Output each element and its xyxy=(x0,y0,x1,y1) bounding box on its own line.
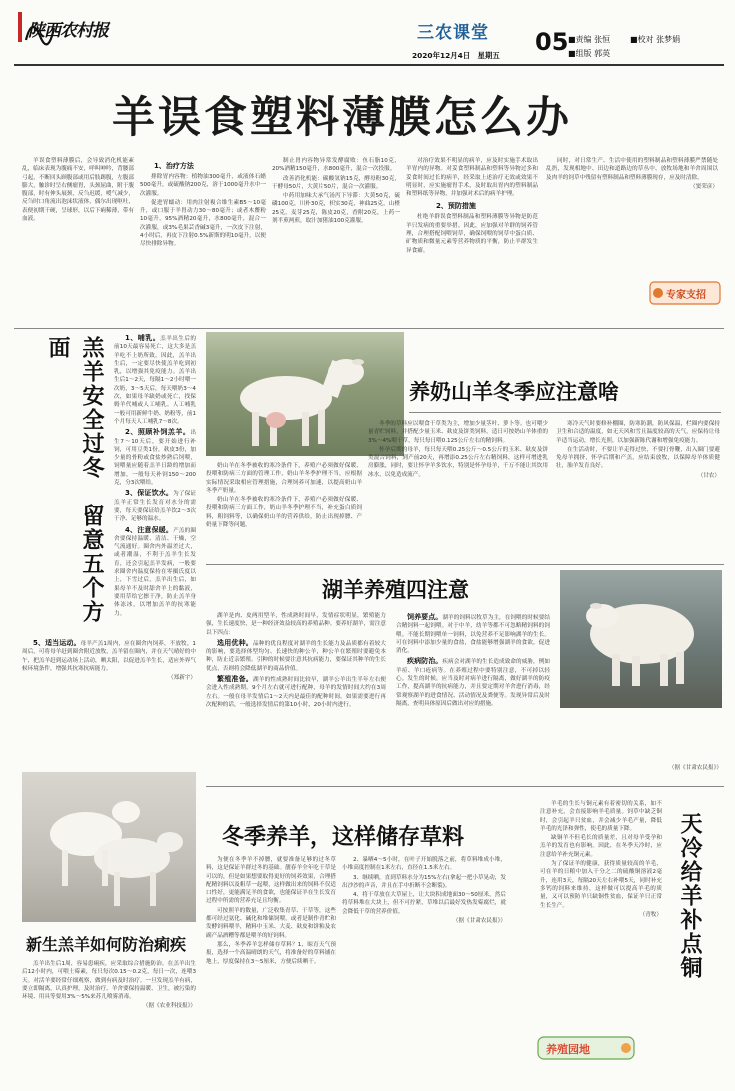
art4-p2: 品种的优良程度对湖羊的生长能力及品质都有着较大的影响，要选择体型均匀、长速快的种公羊，种公羊在繁殖时要避免本种，防止近亲繁殖。引种的时候要注意其抗病能力，要保证其种羊的生长优点，否则将会降低湖羊的商品价值。 xyxy=(206,640,386,672)
art4-col1 xyxy=(206,612,386,782)
art5-p3: 那么，冬季养羊怎样储存草料？1、晾育天气预报，选择一个高温晴朗的天气，将准备好的草料铺在地上，厚度保持在3～5厘米，方便后续晒干。 xyxy=(206,941,336,965)
art4-p5: 疾病会对湖羊的生长造成致命的威胁，例如羊痘、羊口疮病等。在养殖过程中要特别注意，不可掉以轻心。发生的时候，应当及时对病羊进行隔离，做好湖羊的防疫工作，提高湖羊的抗病能力，并且要定期对羊舍进行消毒，经常观察湖羊的进食情况、活动情况及粪便等。发现异常后及时隔离，查明具体原因后做出对应的措施。 xyxy=(396,659,550,707)
art4-p4: 湖羊的饲料以牧草为主，在饲喂的时候要结合精饲料一起饲喂。对于中羊，幼羊等都不可忽略精饲料的饲喂。不能长期饲喂单一饲料，以免营养不足影响湖羊的生长。可在饲料中添加少量的食盐，食盐能够增强湖羊的食欲，促进消化。 xyxy=(396,615,550,655)
art2-p5: 母羊产羔1周内，应在圈舍内饲养，不放牧。1周后，可将母羊赶到圈舍附近放牧，羔羊留在圈内，并在天气晴好的中午，把羔羊赶到运动场上活动，晒太阳，以促进羔羊生长，适应外界气候环境条件，增强其抗寒抗病能力。 xyxy=(22,641,196,672)
art3-credit: （甘农） xyxy=(697,472,720,479)
art7-col xyxy=(540,800,662,1032)
art4-h1: 选用优种。 xyxy=(217,638,253,647)
art1-col1 xyxy=(22,157,134,279)
art4-h4: 疾病防治。 xyxy=(407,657,443,666)
art4-credit: （据《甘肃农民报》） xyxy=(668,765,722,771)
section-name: 三农课堂 xyxy=(417,23,489,43)
art3-p5: 在生活动时，不要让羊走得过快，不要打骨鞭，出入圈门要避免母羊拥挤，怀孕后期和产羔，应结束放牧，以保障母羊体质健壮，胎羊发育良好。 xyxy=(556,446,720,470)
art6-col xyxy=(22,960,196,1066)
art3-p1: 奶山羊在冬季被收的寒冷条件下，养殖户必须做好保暖、投喂和防病三方面的管理工作，奶山羊冬季护理不当，应根据实际情况采取相应管理措施，合理饲养可加速，以提高奶山羊冬季产奶量。 xyxy=(206,463,362,494)
art3-title: 养奶山羊冬季应注意啥 xyxy=(409,380,619,404)
divider-bottom xyxy=(206,786,724,787)
art2-credit: （郑新宇） xyxy=(168,675,196,682)
art2-p3-heading: 3、保证饮水。 xyxy=(125,489,174,498)
art5-p1: 为便在冬季羊不掉膘，就要准备足够的过冬草料，这是保证羊群过冬的基础。靓春羊全年吃干草是可以的，但是如果想要取得更好的饲养效果，合理搭配精饲料以及粗草一起喂，这样做出来的饲料不仅适口性好，更能满足羊的食欲，也能保证羊在生长发育过程中所需的营养充足且均衡。 xyxy=(206,857,336,905)
art5-title: 冬季养羊，这样储存草料 xyxy=(222,825,465,850)
art1-s2a: 杜绝羊群误食塑料制品和塑料薄膜等异物是防范羊只发病的重要举措。因此，应加强对羊群的饲养管理，合理搭配饲喂饲草，确保饲喂的饲草中蛋白质、矿物质和微量元素等营养物质的平衡，防止羊群发生异食癖。 xyxy=(406,214,538,254)
logo-text: 陕西农村报 xyxy=(28,21,108,41)
breeding-garden-badge xyxy=(536,1034,636,1062)
art5-p5: 3、继续晒，直到草料水分为15%左右(拿起一把小草晃动，发出沙沙的声音，并且在手中折断不会断裂)。 xyxy=(342,874,506,889)
art5-col2 xyxy=(342,856,506,1068)
designer-credit: ■组版 郭英 xyxy=(568,49,611,58)
art5-p4: 2、暴晒4～5小时，在叶子开始脱落之前，将草料堆成小堆，小堆高度控制在1米左右，直径在1.5米左右。 xyxy=(342,857,506,872)
divider-mid xyxy=(206,564,724,565)
masthead xyxy=(0,0,735,70)
art7-p2: 缺铜羊不但毛长的质量差，且对母羊受孕和羔羊的发育也有影响。因此，在冬季天冷时，应注意给羊补充铜元素。 xyxy=(540,835,662,858)
art7-p3: 为了保证羊的健康，获得质量较高的羊毛，可在羊的日粮中加入干分之二的硫酸铜溶液2毫升，连用3天，每隔20天左右补喂5天，同时补充多钙的饲料来维持，这样做可以提高羊毛的质量，又可以预防羊只缺铜性贫血，保证羊只正常生长生产。 xyxy=(540,861,662,909)
breeding-garden-label: 养殖园地 xyxy=(546,1043,590,1056)
art2-p1-heading: 1、哺乳。 xyxy=(125,334,161,342)
art4-p1: 湖羊是肉、皮两用型羊，性成熟时间早，发情症状明显，繁殖能力强，生长速度快，是一种经济效益较高的养殖品种。要养好湖羊，需注意以下四点： xyxy=(206,613,386,636)
art4-col2 xyxy=(396,612,550,782)
art4-title: 湖羊养殖四注意 xyxy=(322,578,469,602)
art2-p3: 为了保证羔羊正常生长发育对水分的需要，每天要保证给羔羊饮2～3次干净、足够的温水。 xyxy=(114,491,196,523)
main-headline: 羊误食塑料薄膜怎么办 xyxy=(112,93,572,143)
art3-p4: 寒冷天气时要修补棚圈，防寒防潮，防风保温，栏圈内要保持卫生和合适的温度，如无天风和雪且温度较高的天气，应保持让母羊适当运动，增长光照，以加强新陈代谢和增强免疫能力。 xyxy=(556,421,720,444)
art6-title: 新生羔羊如何防治痢疾 xyxy=(26,935,187,954)
art5-credit: （据《甘肃农民报》） xyxy=(452,918,506,925)
art2-col-bottom xyxy=(22,638,196,766)
art1-intro: 羊误食塑料薄膜后，会导致消化机能紊乱，临床表现为腹痛不安，咩叫呻吟，背腰部弓起，不断回头顾腹部或用后肢踢腹，左腹部膨大，触诊时呈右侧瘤胃，头颈屈曲，附于腹腹部，时有伸头展颈，反刍迟缓，嗳气减少，反刍时口角流出泡沫状液体，偶尔出现呕吐，表便初期干硬，呈球形，以后下痢稀薄，带有血液。 xyxy=(22,158,134,223)
art1-s1e: 中药用加味大承气汤泻下导滞：大黄50克，硫磷100克，川朴30克，枳实30克，神曲25克，山楂25克，麦芽25克，陈皮20克，香附20克，上药一剂半煎两煎，取汁加猪油100克灌服。 xyxy=(272,193,400,225)
editor-credit: ■责编 张恒 xyxy=(568,35,611,44)
art2-p1: 羔羊出生后的前10天最容易死亡，这大多是羔羊吃不上奶所致。因此，羔羊出生后，一定要尽快使羔羊吃到初乳，以增强其免疫能力。羔羊出生后1～2天，每隔1～2小时喂一次奶，3～5天后，每天喂奶3～4次，如果母羊缺奶或死亡，找保姆羊代哺或人工哺乳。人工哺乳一般可用新鲜牛奶、奶粉等，前1个月每天人工哺乳7～8次。 xyxy=(114,336,196,425)
art2-p2: 出生7～10天后，要开始进行补饲，可用豆类1份，麸皮3份，加少量的骨粉或食盐炒熟后饲喂，饲喂量应随着羔羊日龄的增加而增加，一般每天补饲150～200克，分3次喂给。 xyxy=(114,430,196,487)
art1-credit: （窦荣彦） xyxy=(690,183,718,190)
newspaper-logo xyxy=(18,10,126,46)
art5-col1 xyxy=(206,856,336,1068)
newborn-lamb-photo xyxy=(22,772,196,922)
art6-p1: 羔羊出生后1周，容易患痢疾，应采取综合措施防治。在羔羊出生后12小时内，可喂土霉素，每只每次0.15～0.2克，每日一次，连喂3天。对活羊要经常仔细观察，做到有病及时治疗。一旦发现羔羊有病，要立即隔离，认真护理，及时治疗。羊舍要保持温暖、卫生，被污染的环境、用具等要用3%～5%来苏儿喷雾消毒。 xyxy=(22,961,196,1001)
proofreader-credit: ■校对 张梦娟 xyxy=(630,35,681,44)
masthead-rule xyxy=(14,64,724,66)
art1-s1-heading: 1、治疗方法 xyxy=(154,162,194,170)
art2-p4-heading: 4、注意保暖。 xyxy=(125,525,174,534)
art5-p6: 4、将干草放在大草屋上，让大块积成地面30～50厘米，然后将草料堆在大块上，但不可拧紧，草堆以后最好发热发霉腐烂，就会降低干草的营养价值。 xyxy=(342,892,506,915)
art3-p1b: 奶山羊在冬季被收的寒冷条件下，养殖户必须做好保暖、投喂和防病三方面工作，奶山羊冬季护理不当，补充蛋白质饲料，粗饲料等，以确保奶山羊的营养供给，防止出现掉膘、产奶量下降等问题。 xyxy=(206,497,362,529)
expert-tips-badge xyxy=(648,280,722,306)
art1-col4 xyxy=(406,157,538,327)
art1-s1c: 制止胃内容物异常发酵腐败：鱼石脂10克，20%酒精150毫升，水800毫升，混合一次投服。 xyxy=(272,158,400,173)
art1-s1d: 改善消化机能：碳酸氢钠15克，酵母粉30克，干酵母50片，大黄片50片，混合一次灌服。 xyxy=(272,175,400,190)
art4-col3 xyxy=(560,712,722,782)
art1-col5 xyxy=(546,157,718,297)
art2-p5-heading: 5、适当运动。 xyxy=(33,639,81,647)
divider-top xyxy=(14,328,724,329)
art1-s2-heading: 2、预防措施 xyxy=(436,202,476,211)
art1-col3 xyxy=(272,157,400,307)
issue-date: 2020年12月4日 星期五 xyxy=(412,51,500,60)
art1-s1b: 促进胃蠕动：用肉注射複合维生素B5～10毫升，或口服于羊胃动力30～80毫升；或者木鳖粉10毫升，95%酒精20毫升，水800毫升，混合一次灌服，或3%毛果芸香碱3毫升，一次皮下注射，4小时后，再皮下注射0.5%新斯的明10毫升，以便尽快排除异物。 xyxy=(140,199,266,248)
art3-p3: 怀孕后期的母羊，每只每天喂0.25公斤～0.5公斤的玉米、麸皮及饼类混合饲料，到产前20天，再增添0.25公斤左右精饲料，这样可增进乳房膨胀，同时，要让怀孕羊多饮水，特别是怀孕母羊，千万不能让其饮用冰水，以免造成流产。 xyxy=(368,446,548,478)
art3-col1 xyxy=(206,462,362,560)
art1-s1a: 排除胃内容物：植物油300毫升，或液体石蜡500毫升，或硫酸钠200克，溶于1000毫升水中一次灌服。 xyxy=(140,174,266,197)
expert-tips-label: 专家支招 xyxy=(666,290,706,301)
art1-col2 xyxy=(140,157,266,277)
art6-credit: （据《农业科技报》） xyxy=(142,1003,196,1010)
art1-s1f: 对治疗效果不明显的病羊，应及时实施手术取出羊胃内的异物。对妥食塑料制品和塑料等异物过多和妥食时间过长的病羊，经采取上述治疗无效或效果不明显时，应实施瘤胃手术，及时取出胃内的塑料制品和塑料纸等异物，并加强对术后的病羊护理。 xyxy=(406,158,538,198)
art4-h3: 饲养要点。 xyxy=(407,613,443,621)
art3-col2 xyxy=(368,420,548,560)
art3-p2: 冬季的草料应以喂食干草类为主，增加少量茎叶、萝卜等。也可喂少量青贮饲料，并搭配少量玉米、麸皮及饼类饲料，适日可按奶山羊体重的3%～4%喂干草，每只每日喂0.125公斤左右的精饲料。 xyxy=(368,421,548,444)
hu-sheep-photo xyxy=(560,570,722,708)
art4-p3: 湖羊的性成熟时间比较早，湖羊公羊出生半年左右便会进入性成熟期。9个月左右就可进行配种，母羊的发情时间大约在3周左右。一般在母羊发情后1～2天内是最佳的配种时间。如果需要进行再次配种的话，一般选择发情后的第10小时，20小时内进行。 xyxy=(206,677,386,708)
art3-col3 xyxy=(556,420,720,560)
art2-title: 羔羊安全过冬 留意五个方面 xyxy=(45,336,104,624)
art5-p2: 可按照羊的数量，广泛收集青草、干草等，这些都可经过氨化、碱化和堆储饲喂，或者是制作青贮和发酵饲料喂羊，精料中玉米、大麦、麸皮和饼粕及农副产品酒糟等都是喂羊的好饲料。 xyxy=(206,907,336,939)
art7-credit: （青牧） xyxy=(639,911,662,918)
art1-s2b: 同时，对日常生产、生活中使用的塑料制品和塑料薄膜严禁随处乱扔，发现相地中、田边和道路边的草丛中、放牧场地和羊舍周围以及肉羊的饲草中残留有塑料制品和塑料薄膜现存，应及时清除。 xyxy=(546,158,718,181)
art7-title: 天冷给羊补点铜 xyxy=(677,812,702,980)
art2-p4: 产羔的圈舍要保持温暖、清洁、干燥，空气流通好。圈舍内外温差过大，或者潮湿，不利于羔羊生长发育，还会引起羔羊发病，一般要求圈舍内温度保持在零摄氏度以上，下雪过后，羔羊出生后，如果母羊不及时舔舍羊上的黏液，要用草给它擦干净，防止羔羊身体冻冰，以增加羔羊的抗寒能力。 xyxy=(114,527,196,617)
art3-title-rule xyxy=(409,412,721,413)
art7-p1: 羊毛的生长与铜元素有着密切的关系，如不注意补充，会直接影响羊毛质量。饲草中缺乏铜时，会引起羊只贫血，并会减少羊毛产量，降低羊毛的光泽和弹性，使毛的质量下降。 xyxy=(540,801,662,832)
art2-p2-heading: 2、照顾补饲羔羊。 xyxy=(125,428,191,437)
page-number: 05 xyxy=(535,28,569,56)
art4-h2: 繁殖准备。 xyxy=(217,675,253,684)
art2-col xyxy=(114,333,196,633)
